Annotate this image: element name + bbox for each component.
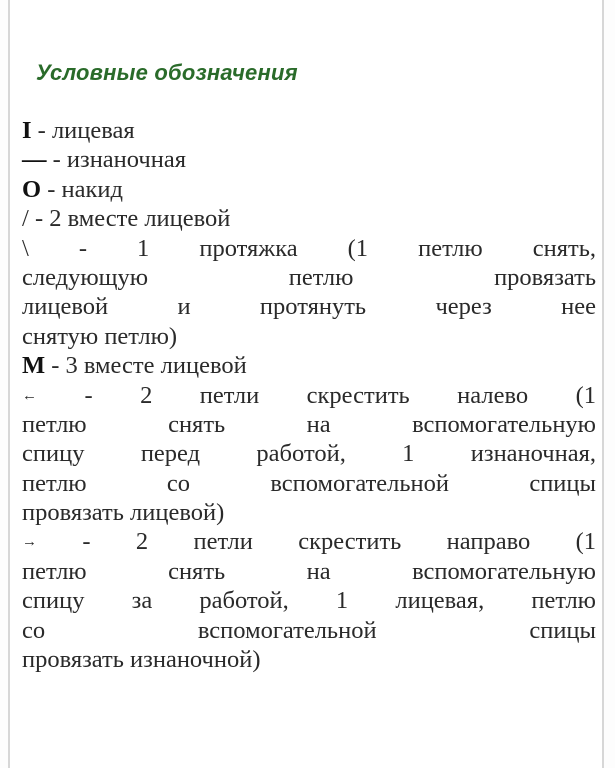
legend-line-k2tog: [22, 204, 596, 233]
symbol-yarn-over: О: [22, 175, 42, 203]
line-text: - 2 петли скрестить налево (1: [37, 381, 596, 409]
legend-line-continued: провязать лицевой): [22, 499, 225, 527]
legend-line-continued: снятую петлю): [22, 322, 178, 350]
legend-line-continued: петлю снять на вспомогательную: [22, 410, 596, 438]
symbol-k2tog: /: [22, 205, 29, 233]
legend-line-continued: спицу за работой, 1 лицевая, петлю: [22, 587, 596, 615]
legend-body: [22, 116, 596, 674]
legend-line-k3tog: [22, 351, 596, 380]
legend-line-continued: следующую петлю провязать: [22, 263, 596, 291]
legend-line-continued: лицевой и протянуть через нее: [22, 293, 596, 321]
symbol-k3tog: М: [22, 352, 46, 380]
legend-line-continued: провязать изнаночной): [22, 646, 261, 674]
legend-line-cross-right: [22, 527, 596, 556]
line-text: - 2 вместе лицевой: [28, 205, 231, 233]
arrow-left-icon: ←: [22, 387, 37, 404]
line-text: - 3 вместе лицевой: [45, 352, 247, 380]
symbol-purl: —: [22, 146, 47, 174]
legend-line-cross-left: [22, 381, 596, 410]
line-text: - изнаночная: [46, 146, 186, 174]
symbol-pull-through: \: [22, 234, 29, 262]
line-text: - накид: [41, 175, 123, 203]
legend-heading: Условные обозначения: [36, 60, 298, 85]
legend-line-purl: [22, 145, 596, 174]
line-text: - 2 петли скрестить направо (1: [37, 528, 596, 556]
legend-line-knit: [22, 116, 596, 145]
legend-line-pull-through: [22, 234, 596, 263]
legend-line-continued: спицу перед работой, 1 изнаночная,: [22, 440, 596, 468]
arrow-right-icon: →: [22, 534, 37, 551]
legend-card: [8, 0, 604, 768]
legend-line-continued: петлю со вспомогательной спицы: [22, 469, 596, 497]
line-text: - 1 протяжка (1 петлю снять,: [28, 234, 596, 262]
symbol-knit: I: [22, 117, 32, 144]
legend-line-yarn-over: [22, 175, 596, 204]
line-text: - лицевая: [31, 117, 135, 144]
legend-line-continued: со вспомогательной спицы: [22, 616, 596, 644]
legend-line-continued: петлю снять на вспомогательную: [22, 557, 596, 585]
